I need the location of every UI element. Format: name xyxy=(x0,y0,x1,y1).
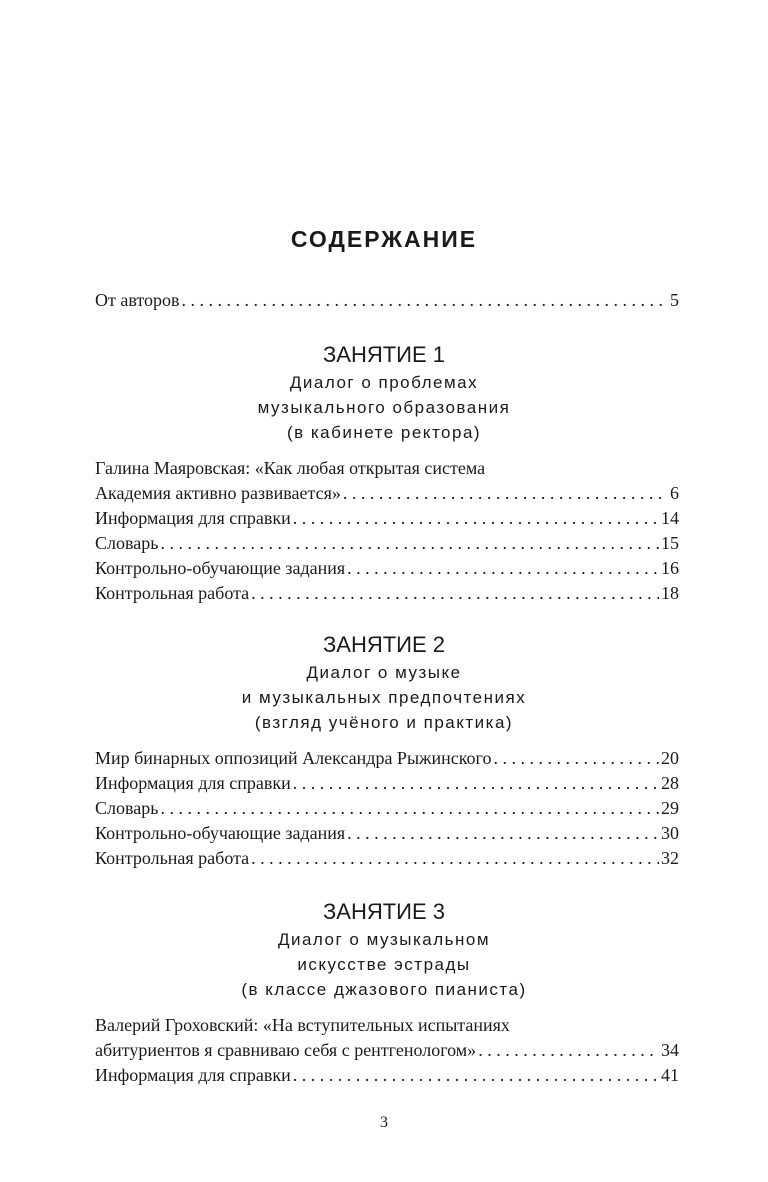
entry-page: 5 xyxy=(670,290,679,310)
toc-entry[interactable] xyxy=(95,556,679,581)
lesson-3-entries xyxy=(95,1013,679,1088)
toc-entry[interactable] xyxy=(95,746,679,771)
toc-entry[interactable] xyxy=(95,1063,679,1088)
entry-page: 28 xyxy=(661,773,679,793)
toc-entry[interactable] xyxy=(95,846,679,871)
lesson-number: ЗАНЯТИЕ 1 xyxy=(322,342,445,367)
toc-entry[interactable] xyxy=(95,288,679,313)
entry-label: Информация для справки xyxy=(95,508,291,528)
dot-leader xyxy=(182,288,668,313)
lesson-heading-1 xyxy=(0,340,768,445)
entry-page: 14 xyxy=(661,508,679,528)
entry-label: Информация для справки xyxy=(95,773,291,793)
entry-page: 29 xyxy=(661,798,679,818)
lesson-subtitle-line: Диалог о музыкальном xyxy=(277,930,491,949)
entry-label: Словарь xyxy=(95,798,159,818)
entry-label-first-line[interactable]: Галина Маяровская: «Как любая открытая система xyxy=(95,458,486,478)
entry-page: 6 xyxy=(670,483,679,503)
lesson-subtitle-line: (в кабинете ректора) xyxy=(286,423,482,442)
entry-page: 41 xyxy=(661,1065,679,1085)
dot-leader xyxy=(293,506,659,531)
dot-leader xyxy=(293,1063,659,1088)
dot-leader xyxy=(347,556,659,581)
entry-label: Контрольно-обучающие задания xyxy=(95,823,346,843)
toc-entry[interactable] xyxy=(95,581,679,606)
entry-page: 20 xyxy=(661,748,679,768)
toc-entry[interactable] xyxy=(95,821,679,846)
toc-entry[interactable] xyxy=(95,481,679,506)
entry-label: абитуриентов я сравниваю себя с рентгенологом» xyxy=(95,1040,477,1060)
lesson-subtitle-line: (взгляд учёного и практика) xyxy=(254,713,514,732)
entry-label: Мир бинарных оппозиций Александра Рыжинского xyxy=(95,748,492,768)
entry-page: 15 xyxy=(661,533,679,553)
entry-label: От авторов xyxy=(95,290,180,310)
entry-page: 32 xyxy=(661,848,679,868)
dot-leader xyxy=(343,481,668,506)
lesson-number: ЗАНЯТИЕ 2 xyxy=(322,632,445,657)
page-number: 3 xyxy=(380,1114,388,1131)
dot-leader xyxy=(293,771,659,796)
dot-leader xyxy=(251,581,659,606)
dot-leader xyxy=(494,746,660,771)
lesson-number: ЗАНЯТИЕ 3 xyxy=(322,899,445,924)
entry-page: 34 xyxy=(661,1040,679,1060)
entry-label: Информация для справки xyxy=(95,1065,291,1085)
entry-label: Словарь xyxy=(95,533,159,553)
lesson-subtitle-line: и музыкальных предпочтениях xyxy=(241,688,527,707)
entry-page: 30 xyxy=(661,823,679,843)
lesson-heading-3 xyxy=(0,897,768,1002)
entry-label: Контрольная работа xyxy=(95,583,250,603)
entry-label-first-line[interactable]: Валерий Гроховский: «На вступительных испытаниях xyxy=(95,1015,510,1035)
lesson-subtitle-line: (в классе джазового пианиста) xyxy=(241,980,527,999)
dot-leader xyxy=(347,821,659,846)
dot-leader xyxy=(478,1038,659,1063)
lesson-heading-2 xyxy=(0,630,768,735)
toc-title: СОДЕРЖАНИЕ xyxy=(290,226,478,252)
lesson-1-entries xyxy=(95,456,679,606)
dot-leader xyxy=(160,531,659,556)
lesson-2-entries xyxy=(95,746,679,871)
lesson-subtitle-line: Диалог о проблемах xyxy=(289,373,479,392)
toc-entry[interactable] xyxy=(95,531,679,556)
dot-leader xyxy=(160,796,659,821)
toc-entry[interactable] xyxy=(95,771,679,796)
lesson-subtitle-line: искусстве эстрады xyxy=(297,955,471,974)
lesson-subtitle-line: Диалог о музыке xyxy=(306,663,462,682)
toc-entry[interactable] xyxy=(95,796,679,821)
intro-entry xyxy=(95,288,679,313)
entry-label: Контрольно-обучающие задания xyxy=(95,558,346,578)
toc-entry[interactable] xyxy=(95,506,679,531)
dot-leader xyxy=(251,846,659,871)
entry-label: Контрольная работа xyxy=(95,848,250,868)
lesson-subtitle-line: музыкального образования xyxy=(257,398,511,417)
entry-page: 18 xyxy=(661,583,679,603)
entry-label: Академия активно развивается» xyxy=(95,483,341,503)
toc-entry[interactable] xyxy=(95,1038,679,1063)
entry-page: 16 xyxy=(661,558,679,578)
